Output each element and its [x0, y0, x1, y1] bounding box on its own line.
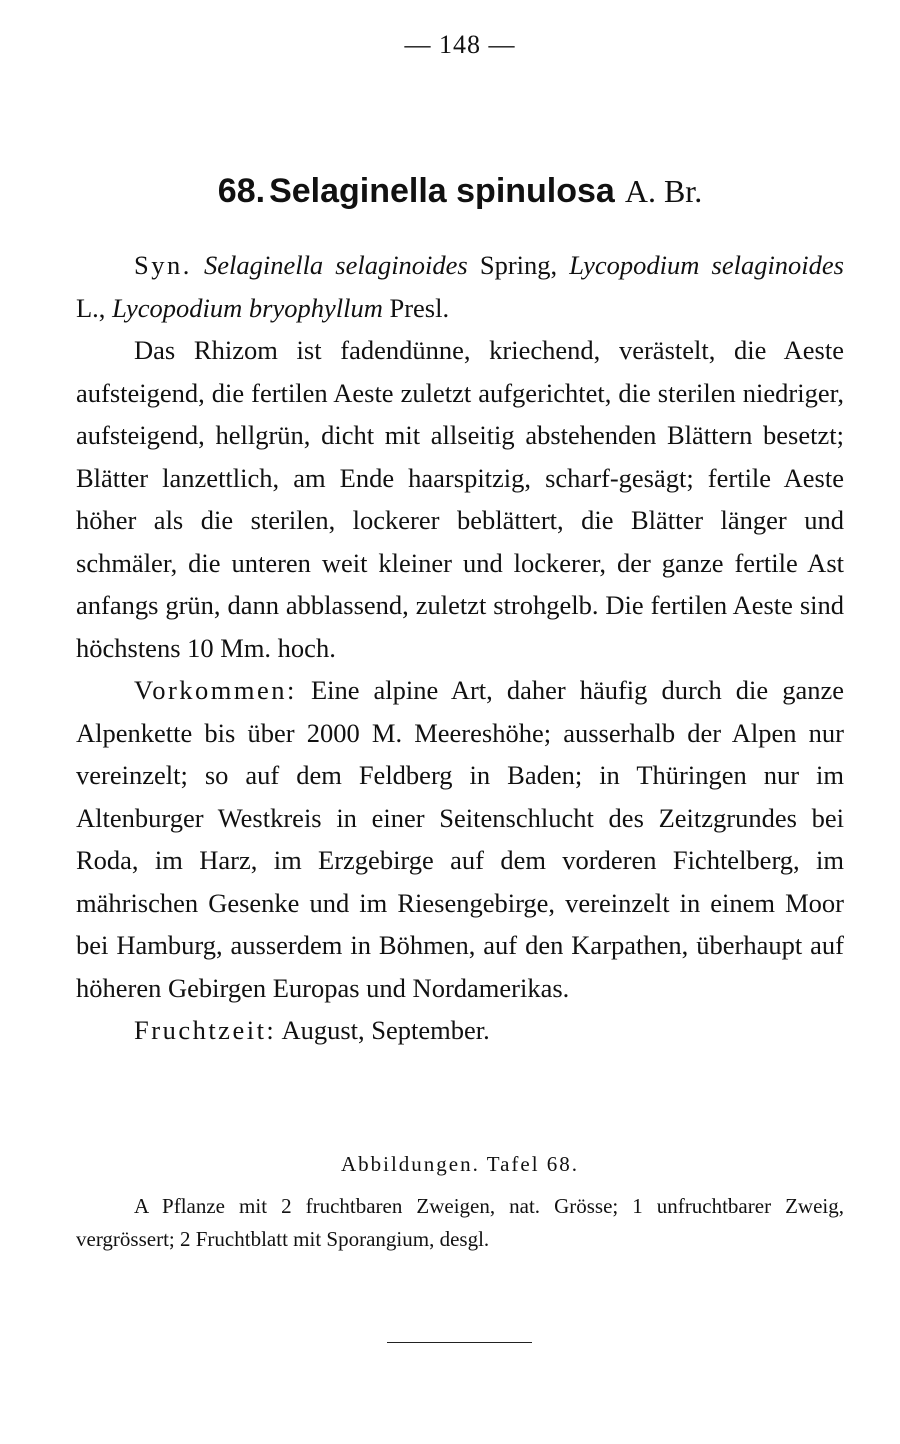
species-author: A. Br.: [624, 173, 703, 209]
synonym-name-3: Lycopodium bryophyllum: [112, 292, 383, 323]
synonyms-label: Syn.: [134, 250, 192, 280]
synonym-author-2: L.,: [76, 292, 113, 323]
species-number: 68.: [217, 172, 266, 210]
occurrence-label: Vorkommen:: [134, 675, 297, 705]
synonym-name-1: Selaginella selaginoides: [203, 250, 468, 280]
species-title: [76, 172, 844, 211]
synonym-name-2: Lycopodium selaginoides: [569, 250, 844, 280]
illustrations-heading: Abbildungen. Tafel 68.: [340, 1152, 580, 1176]
section-divider: [387, 1342, 532, 1343]
species-text: [76, 244, 844, 1052]
fruiting-label: Fruchtzeit:: [134, 1015, 277, 1045]
synonym-author-1: Spring,: [467, 250, 570, 280]
book-page: [76, 0, 844, 1444]
illustrations-caption: A Pflanze mit 2 fruchtbaren Zweigen, nat. Grösse; 1 unfruchtbarer Zweig, vergrössert; 2 Fruchtblatt mit Sporangium, desgl.: [76, 1194, 844, 1251]
description-paragraph: Das Rhizom ist fadendünne, kriechend, verästelt, die Aeste aufsteigend, die fertilen Aeste zuletzt aufgerichtet, die sterilen niedriger, aufsteigend, hellgrün, dicht mit allseitig abstehenden Blättern besetzt; Blätter lanzettlich, am Ende haarspitzig, scharf-gesägt; fertile Aeste höher als die sterilen, lockerer beblättert, die Blätter länger und schmäler, die unteren weit kleiner und lockerer, der ganze fertile Ast anfangs grün, dann abblassend, zuletzt strohgelb. Die fertilen Aeste sind höchstens 10 Mm. hoch.: [76, 335, 844, 663]
fruiting-paragraph: [76, 1009, 844, 1052]
synonyms-paragraph: [76, 244, 844, 329]
occurrence-text: Eine alpine Art, daher häufig durch die ganze Alpenkette bis über 2000 M. Meereshöhe; ausserhalb der Alpen nur vereinzelt; so auf dem Feldberg in Baden; in Thüringen nur im Altenburger Westkreis in einer Seitenschlucht des Zeitzgrundes bei Roda, im Harz, im Erzgebirge auf dem vorderen Fichtelberg, im mährischen Gesenke und im Riesengebirge, vereinzelt in einem Moor bei Hamburg, ausserdem in Böhmen, auf den Karpathen, überhaupt auf höheren Gebirgen Europas und Nordamerikas.: [76, 675, 844, 1003]
page-number: — 148 —: [404, 30, 516, 59]
species-name: Selaginella spinulosa: [269, 172, 615, 210]
synonym-author-3: Presl.: [382, 292, 450, 323]
fruiting-text: August, September.: [276, 1015, 490, 1045]
occurrence-paragraph: [76, 669, 844, 1009]
